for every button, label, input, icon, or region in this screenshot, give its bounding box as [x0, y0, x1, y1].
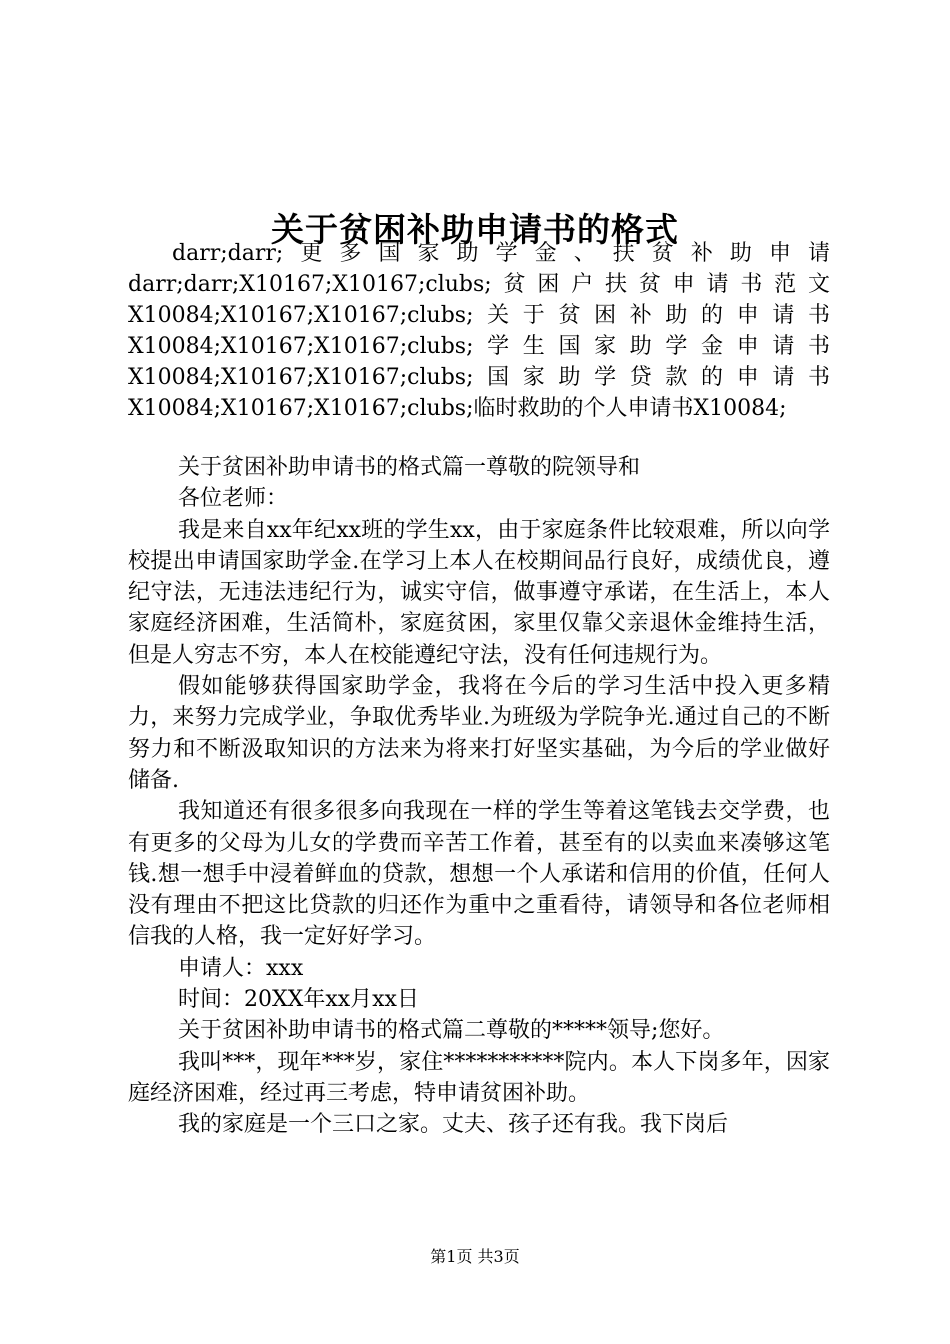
- page-footer: 第1页 共3页: [430, 1247, 520, 1266]
- body-paragraph: 我是来自xx年纪xx班的学生xx，由于家庭条件比较艰难，所以向学校提出申请国家助学金.在学习上本人在校期间品行良好，成绩优良，遵纪守法，无违法违纪行为，诚实守信，做事遵守承诺，在生活上，本人家庭经济困难，生活简朴，家庭贫困，家里仅靠父亲退休金维持生活，但是人穷志不穷，本人在校能遵纪守法，没有任何违规行为。: [128, 517, 830, 668]
- body-paragraph: 我的家庭是一个三口之家。丈夫、孩子还有我。我下岗后: [178, 1112, 729, 1138]
- body-paragraph: 我叫***，现年***岁，家住***********院内。本人下岗多年，因家庭经济困难，经过再三考虑，特申请贫困补助。: [128, 1049, 830, 1106]
- related-link-line: X10084;X10167;X10167;clubs;国家助学贷款的申请书: [128, 365, 830, 390]
- body-paragraph: 假如能够获得国家助学金，我将在今后的学习生活中投入更多精力，来努力完成学业，争取优秀毕业.为班级为学院争光.通过自己的不断努力和不断汲取知识的方法来为将来打好坚实基础，为今后的学业做好储备.: [128, 674, 830, 793]
- date-line: 时间：20XX年xx月xx日: [178, 987, 419, 1013]
- document-body: [128, 452, 830, 1141]
- body-paragraph: 关于贫困补助申请书的格式篇二尊敬的*****领导;您好。: [178, 1018, 725, 1044]
- applicant-line: 申请人：xxx: [178, 955, 304, 981]
- related-link-line: X10084;X10167;X10167;clubs;临时救助的个人申请书X10084;: [128, 396, 787, 421]
- body-paragraph: 我知道还有很多很多向我现在一样的学生等着这笔钱去交学费，也有更多的父母为儿女的学费而辛苦工作着，甚至有的以卖血来凑够这笔钱.想一想手中浸着鲜血的贷款，想想一个人承诺和信用的价值，任何人没有理由不把这比贷款的归还作为重中之重看待，请领导和各位老师相信我的人格，我一定好好学习。: [128, 799, 830, 950]
- document-title: 关于贫困补助申请书的格式: [271, 210, 679, 250]
- body-paragraph: 各位老师：: [178, 486, 289, 512]
- body-paragraph: 关于贫困补助申请书的格式篇一尊敬的院领导和: [178, 455, 641, 480]
- related-link-line: X10084;X10167;X10167;clubs;学生国家助学金申请书: [128, 334, 830, 359]
- related-links-block: [128, 238, 830, 424]
- related-link-line: darr;darr;X10167;X10167;clubs;贫困户扶贫申请书范文: [128, 272, 830, 297]
- related-link-line: X10084;X10167;X10167;clubs;关于贫困补助的申请书: [128, 303, 830, 328]
- related-link-line: darr;darr;更多国家助学金、扶贫补助申请: [172, 241, 830, 266]
